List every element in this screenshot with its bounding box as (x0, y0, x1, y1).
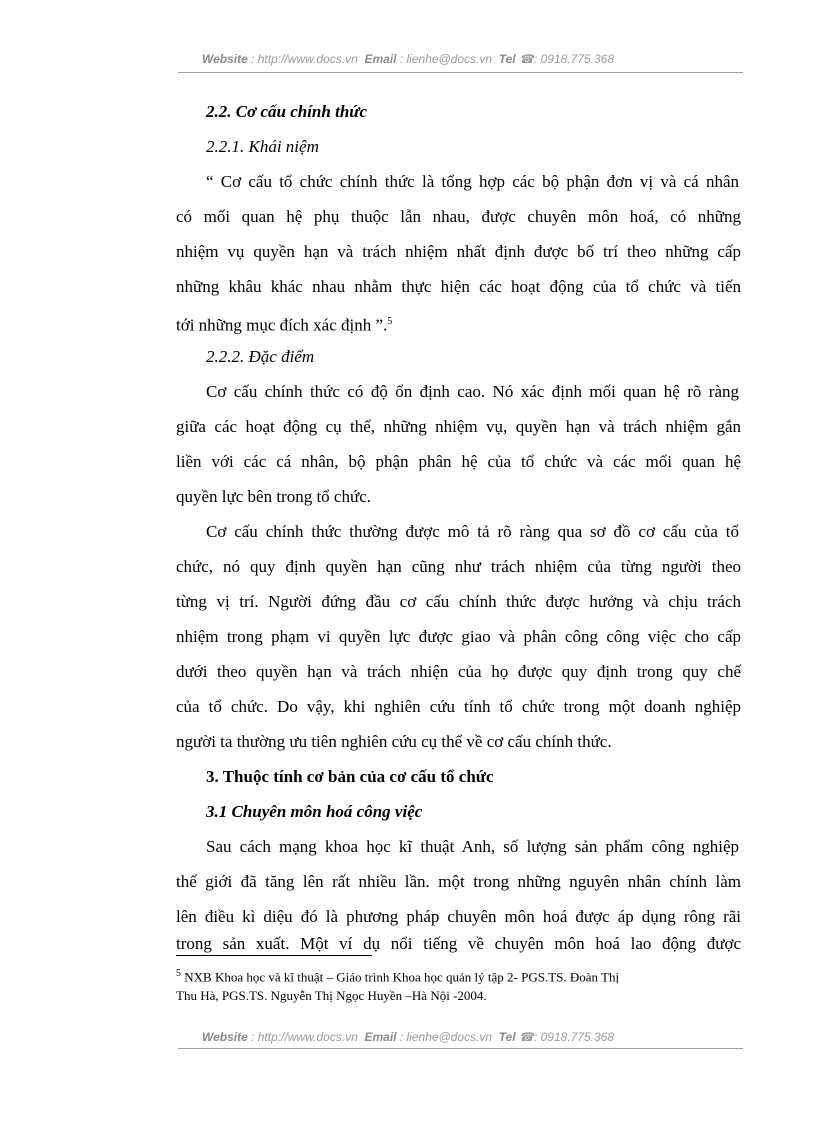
email-label: Email (364, 52, 397, 66)
footer-divider (178, 1048, 743, 1049)
p1-line-last: tới những mục đích xác định ”.$^5$ (176, 315, 393, 335)
p3-line: Cơ cấu chính thức thường được mô tả rõ ràng qua sơ đồ cơ cấu của tổ (206, 522, 739, 541)
p1-line: những khâu khác nhau nhằm thực hiện các hoạt động của tổ chức và tiến (176, 277, 741, 296)
phone-icon: ☎ (519, 1030, 534, 1044)
p1-line: “ Cơ cấu tổ chức chính thức là tổng hợp các bộ phận đơn vị và cá nhân (206, 172, 739, 191)
heading-3-1: 3.1 Chuyên môn hoá công việc (206, 802, 423, 821)
website-value[interactable]: : http://www.docs.vn (251, 1030, 358, 1044)
tel-label: Tel (498, 52, 516, 66)
p4-line: lên điều kì diệu đó là phương pháp chuyên môn hoá được áp dụng rông rãi (176, 907, 741, 926)
p4-line: trong sản xuất. Một ví dụ nổi tiếng về chuyên môn hoá lao động được (176, 934, 741, 953)
website-label: Website (201, 52, 248, 66)
page-header (0, 52, 816, 66)
email-value[interactable]: : lienhe@docs.vn (399, 52, 493, 66)
tel-value: : 0918.775.368 (533, 1030, 615, 1044)
email-value[interactable]: : lienhe@docs.vn (399, 1030, 493, 1044)
website-value[interactable]: : http://www.docs.vn (251, 52, 358, 66)
p3-line-last: người ta thường ưu tiên nghiên cứu cụ thể về cơ cấu chính thức. (176, 732, 612, 751)
p1-line: có mối quan hệ phụ thuộc lẫn nhau, được chuyên môn hoá, có những (176, 207, 741, 226)
email-label: Email (364, 1030, 397, 1044)
p2-line: liền với các cá nhân, bộ phận phân hệ của tổ chức và các mối quan hệ (176, 452, 741, 471)
p3-line: nhiệm trong phạm vi quyền lực được giao và phân công công việc cho cấp (176, 627, 741, 646)
p1-line: nhiệm vụ quyền hạn và trách nhiệm nhất định được bố trí theo những cấp (176, 242, 741, 261)
p2-line: Cơ cấu chính thức có độ ổn định cao. Nó xác định mối quan hệ rõ ràng (206, 382, 739, 401)
p3-line: chức, nó quy định quyền hạn cũng như trách nhiệm của từng người theo (176, 557, 741, 576)
footnote-separator (176, 955, 372, 956)
p2-line-last: quyền lực bên trong tổ chức. (176, 487, 371, 506)
p4-line: Sau cách mạng khoa học kĩ thuật Anh, số lượng sản phẩm công nghiệp (206, 837, 739, 856)
p2-line: giữa các hoạt động cụ thể, những nhiệm vụ, quyền hạn và trách nhiệm gắn (176, 417, 741, 436)
heading-3: 3. Thuộc tính cơ bản của cơ cấu tổ chức (206, 767, 494, 786)
p3-line: của tổ chức. Do vậy, khi nghiên cứu tính tổ chức trong một doanh nghiệp (176, 697, 741, 716)
p4-line: thế giới đã tăng lên rất nhiều lần. một trong những nguyên nhân chính làm (176, 872, 741, 891)
footnote-line: Thu Hà, PGS.TS. Nguyễn Thị Ngọc Huyền –Hà Nội -2004. (176, 988, 487, 1003)
website-label: Website (201, 1030, 248, 1044)
tel-label: Tel (498, 1030, 516, 1044)
heading-2-2: 2.2. Cơ cấu chính thức (206, 102, 368, 121)
heading-2-2-2: 2.2.2. Đặc điểm (206, 347, 315, 366)
p3-line: từng vị trí. Người đứng đầu cơ cấu chính thức được hưởng và chịu trách (176, 592, 741, 611)
footnote-ref[interactable]: 5 (387, 316, 393, 327)
footnote-mark: 5 (176, 968, 181, 979)
footnote-line: $^5$ NXB Khoa học và kĩ thuật – Giáo trình Khoa học quản lý tập 2- PGS.TS. Đoàn Thị (176, 968, 620, 985)
header-divider (178, 72, 743, 73)
tel-value: : 0918.775.368 (533, 52, 615, 66)
phone-icon: ☎ (519, 52, 534, 66)
page-footer (0, 1030, 816, 1044)
heading-2-2-1: 2.2.1. Khái niệm (206, 137, 319, 156)
p3-line: dưới theo quyền hạn và trách nhiện của họ được quy định trong quy chế (176, 662, 741, 681)
